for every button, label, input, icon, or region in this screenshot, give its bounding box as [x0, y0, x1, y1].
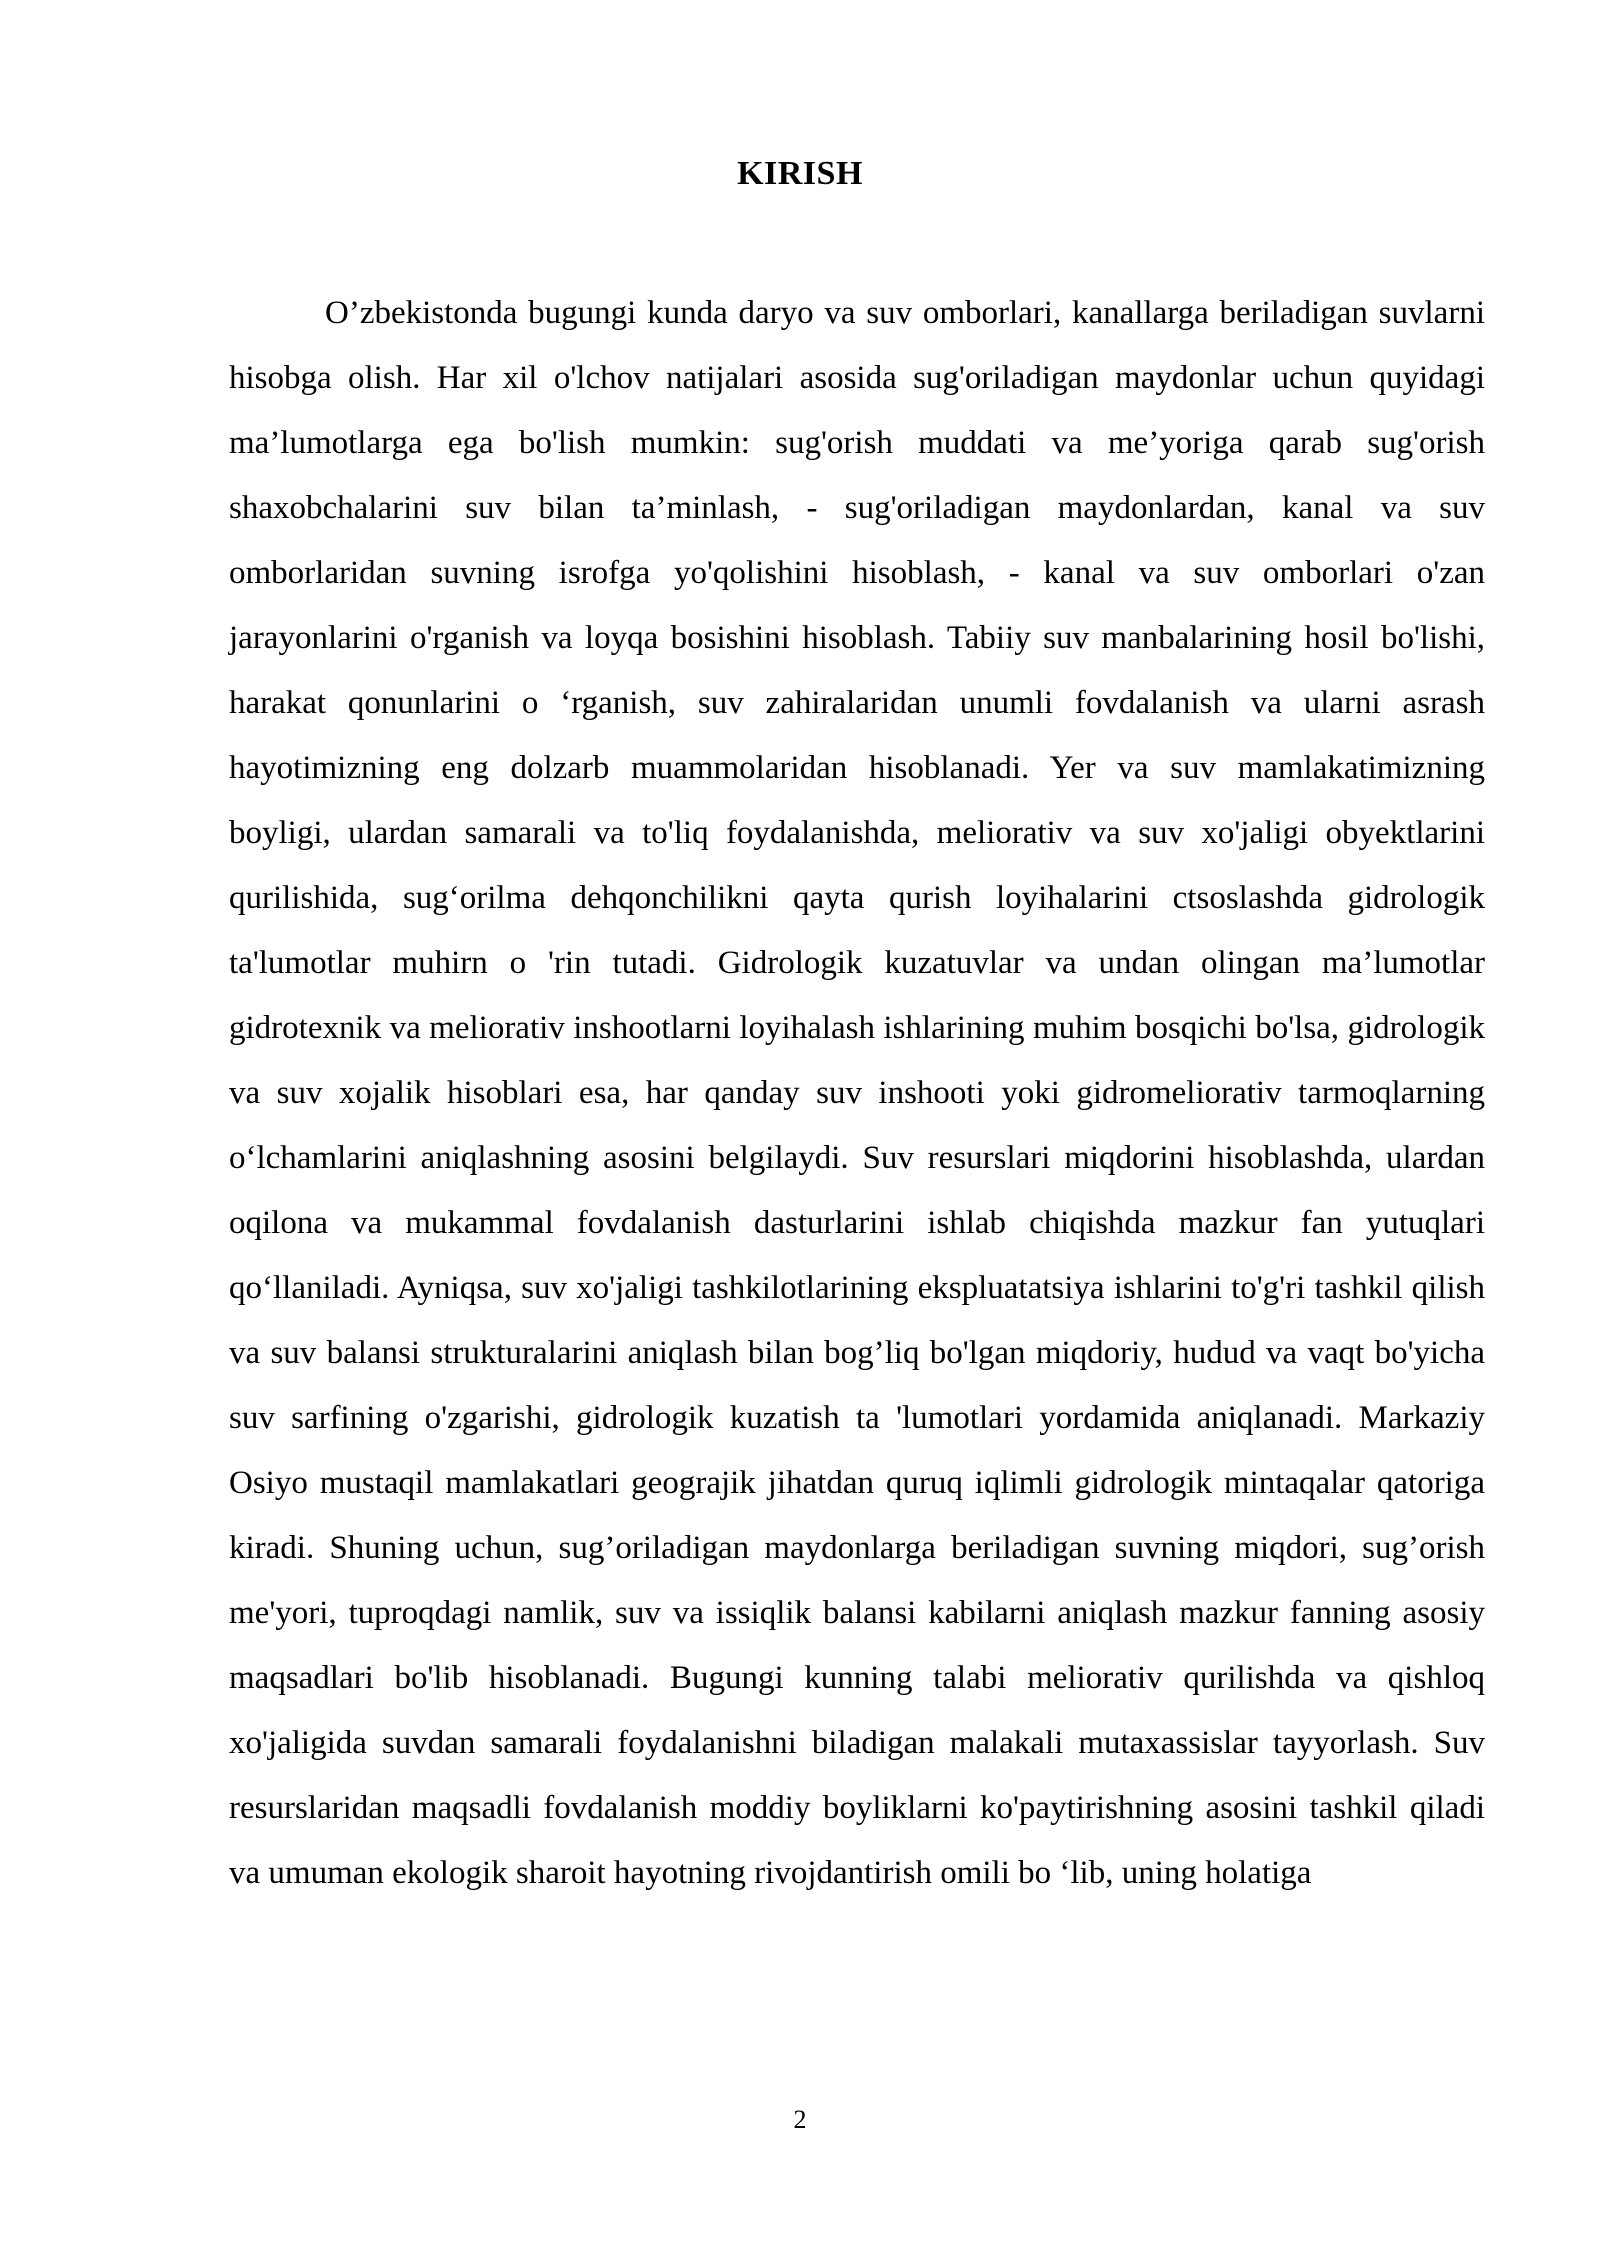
page-number: 2: [793, 2105, 807, 2134]
section-title: KIRISH: [737, 155, 863, 192]
body-paragraph: O’zbekistonda bugungi kunda daryo va suv omborlari, kanallarga beriladigan suvlarni hisobga olish. Har xil o'lchov natijalari asosida sug'oriladigan maydonlar uchun quyidagi ma’lumotlarga ega bo'lish mumkin: sug'orish muddati va me’yoriga qarab sug'orish shaxobchalarini suv bilan ta’minlash, - sug'oriladigan maydonlardan, kanal va suv omborlaridan suvning isrofga yo'qolishini hisoblash, - kanal va suv omborlari o'zan jarayonlarini o'rganish va loyqa bosishini hisoblash. Tabiiy suv manbalarining hosil bo'lishi, harakat qonunlarini o ‘rganish, suv zahiralaridan unumli fovdalanish va ularni asrash hayotimizning eng dolzarb muammolaridan hisoblanadi. Yer va suv mamlakatimizning boyligi, ulardan samarali va to'liq foydalanishda, meliorativ va suv xo'jaligi obyektlarini qurilishida, sug‘orilma dehqonchilikni qayta qurish loyihalarini ctsoslashda gidrologik ta'lumotlar muhirn o 'rin tutadi. Gidrologik kuzatuvlar va undan olingan ma’lumotlar gidrotexnik va meliorativ inshootlarni loyihalash ishlarining muhim bosqichi bo'lsa, gidrologik va suv xojalik hisoblari esa, har qanday suv inshooti yoki gidromeliorativ tarmoqlarning o‘lchamlarini aniqlashning asosini belgilaydi. Suv resurslari miqdorini hisoblashda, ulardan oqilona va mukammal fovdalanish dasturlarini ishlab chiqishda mazkur fan yutuqlari qo‘llaniladi. Ayniqsa, suv xo'jaligi tashkilotlarining ekspluatatsiya ishlarini to'g'ri tashkil qilish va suv balansi strukturalarini aniqlash bilan bog’liq bo'lgan miqdoriy, hudud va vaqt bo'yicha suv sarfining o'zgarishi, gidrologik kuzatish ta 'lumotlari yordamida aniqlanadi. Markaziy Osiyo mustaqil mamlakatlari geograjik jihatdan quruq iqlimli gidrologik mintaqalar qatoriga kiradi. Shuning uchun, sug’oriladigan maydonlarga beriladigan suvning miqdori, sug’orish me'yori, tuproqdagi namlik, suv va issiqlik balansi kabilarni aniqlash mazkur fanning asosiy maqsadlari bo'lib hisoblanadi. Bugungi kunning talabi meliorativ qurilishda va qishloq xo'jaligida suvdan samarali foydalanishni biladigan malakali mutaxassislar tayyorlash. Suv resurslaridan maqsadli fovdalanish moddiy boyliklarni ko'paytirishning asosini tashkil qiladi va umuman ekologik sharoit hayotning rivojdantirish omili bo ‘lib, uning holatiga: [229, 295, 1485, 1891]
